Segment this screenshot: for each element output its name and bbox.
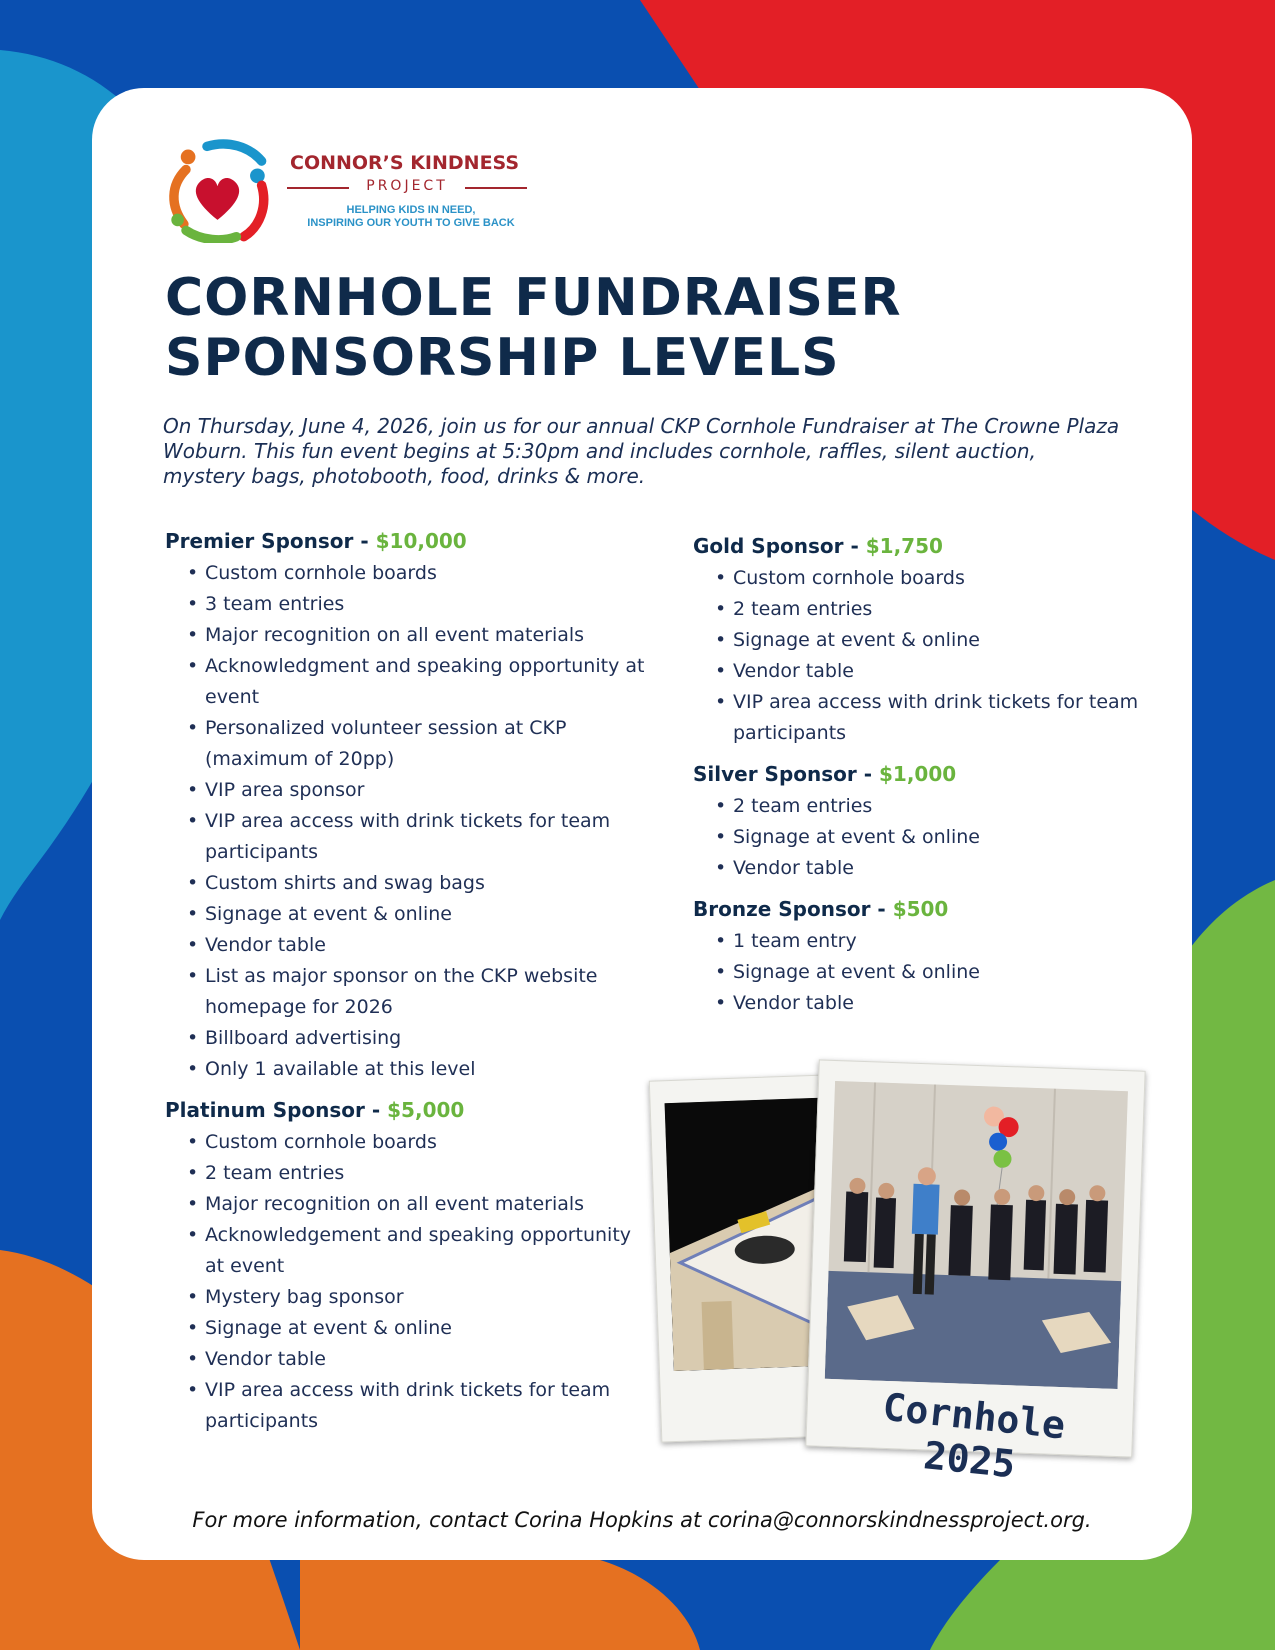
- list-item: • Custom cornhole boards: [733, 563, 1143, 594]
- photo-caption: Cornhole 2025: [880, 1384, 1068, 1487]
- page-title: [165, 268, 902, 388]
- list-item: • Acknowledgement and speaking opportunity at event: [205, 1220, 645, 1282]
- title-line-1: CORNHOLE FUNDRAISER: [165, 268, 902, 328]
- polaroid-photos: [650, 1050, 1170, 1487]
- event-crowd-photo: [825, 1081, 1128, 1389]
- platinum-label: Platinum Sponsor -: [165, 1098, 388, 1122]
- list-item: • VIP area access with drink tickets for team participants: [205, 1375, 645, 1437]
- tagline-line-2: INSPIRING OUR YOUTH TO GIVE BACK: [307, 217, 515, 229]
- premier-sponsor-heading: [165, 528, 645, 554]
- silver-sponsor-heading: [693, 761, 1143, 787]
- intro-paragraph: On Thursday, June 4, 2026, join us for our annual CKP Cornhole Fundraiser at The Crowne Plaza Woburn. This fun event begins at 5:30pm and includes cornhole, raffles, silent auction, mystery bags, photobooth, food, drinks & more.: [163, 414, 1120, 488]
- premier-label: Premier Sponsor -: [165, 529, 376, 553]
- list-item: • VIP area access with drink tickets for team participants: [205, 806, 645, 868]
- list-item: • Vendor table: [205, 1344, 645, 1375]
- title-line-2: SPONSORSHIP LEVELS: [165, 328, 840, 388]
- gold-sponsor-heading: [693, 533, 1143, 559]
- list-item: • Signage at event & online: [205, 1313, 645, 1344]
- list-item: • Personalized volunteer session at CKP (maximum of 20pp): [205, 713, 645, 775]
- list-item: • 2 team entries: [205, 1158, 645, 1189]
- platinum-benefits-list: [165, 1127, 645, 1437]
- gold-sponsor-section: [693, 533, 1143, 749]
- tagline-line-1: HELPING KIDS IN NEED,: [346, 204, 476, 216]
- silver-sponsor-section: [693, 761, 1143, 884]
- org-sub: PROJECT: [287, 178, 527, 194]
- list-item: • Custom cornhole boards: [205, 1127, 645, 1158]
- list-item: • 1 team entry: [733, 926, 1143, 957]
- bronze-sponsor-section: [693, 896, 1143, 1019]
- silver-price: $1,000: [878, 762, 957, 786]
- list-item: • VIP area access with drink tickets for team participants: [733, 687, 1143, 749]
- left-column: [165, 528, 645, 1449]
- list-item: • Signage at event & online: [205, 899, 645, 930]
- platinum-price: $5,000: [387, 1098, 465, 1122]
- bronze-price: $500: [892, 897, 949, 921]
- list-item: • 2 team entries: [733, 791, 1143, 822]
- list-item: • Only 1 available at this level: [205, 1054, 645, 1085]
- list-item: • Vendor table: [733, 853, 1143, 884]
- gold-price: $1,750: [865, 534, 943, 558]
- list-item: • Vendor table: [205, 930, 645, 961]
- bronze-label: Bronze Sponsor -: [693, 897, 893, 921]
- list-item: • List as major sponsor on the CKP website homepage for 2026: [205, 961, 645, 1023]
- list-item: • VIP area sponsor: [205, 775, 645, 806]
- platinum-sponsor-section: [165, 1097, 645, 1437]
- list-item: • Vendor table: [733, 988, 1143, 1019]
- org-name: CONNOR’S KINDNESS: [290, 152, 520, 174]
- platinum-sponsor-heading: [165, 1097, 645, 1123]
- gold-benefits-list: [693, 563, 1143, 749]
- premier-benefits-list: [165, 558, 645, 1085]
- list-item: • 2 team entries: [733, 594, 1143, 625]
- list-item: • Billboard advertising: [205, 1023, 645, 1054]
- list-item: • Major recognition on all event materials: [205, 1189, 645, 1220]
- contact-footer: For more information, contact Corina Hopkins at corina@connorskindnessproject.org.: [192, 1508, 1092, 1532]
- logo-heart-icon: [165, 138, 270, 243]
- logo: [165, 138, 585, 248]
- premier-price: $10,000: [375, 529, 467, 553]
- list-item: • Custom shirts and swag bags: [205, 868, 645, 899]
- silver-label: Silver Sponsor -: [693, 762, 879, 786]
- list-item: • Custom cornhole boards: [205, 558, 645, 589]
- list-item: • Acknowledgment and speaking opportunity at event: [205, 651, 645, 713]
- list-item: • Mystery bag sponsor: [205, 1282, 645, 1313]
- gold-label: Gold Sponsor -: [693, 534, 866, 558]
- list-item: • Major recognition on all event materials: [205, 620, 645, 651]
- list-item: • Vendor table: [733, 656, 1143, 687]
- bronze-benefits-list: [693, 926, 1143, 1019]
- right-column: [693, 533, 1143, 1031]
- list-item: • Signage at event & online: [733, 957, 1143, 988]
- silver-benefits-list: [693, 791, 1143, 884]
- list-item: • Signage at event & online: [733, 822, 1143, 853]
- list-item: • Signage at event & online: [733, 625, 1143, 656]
- list-item: • 3 team entries: [205, 589, 645, 620]
- bronze-sponsor-heading: [693, 896, 1143, 922]
- org-tagline: [287, 204, 535, 230]
- polaroid-event-photo: [805, 1059, 1145, 1487]
- premier-sponsor-section: [165, 528, 645, 1085]
